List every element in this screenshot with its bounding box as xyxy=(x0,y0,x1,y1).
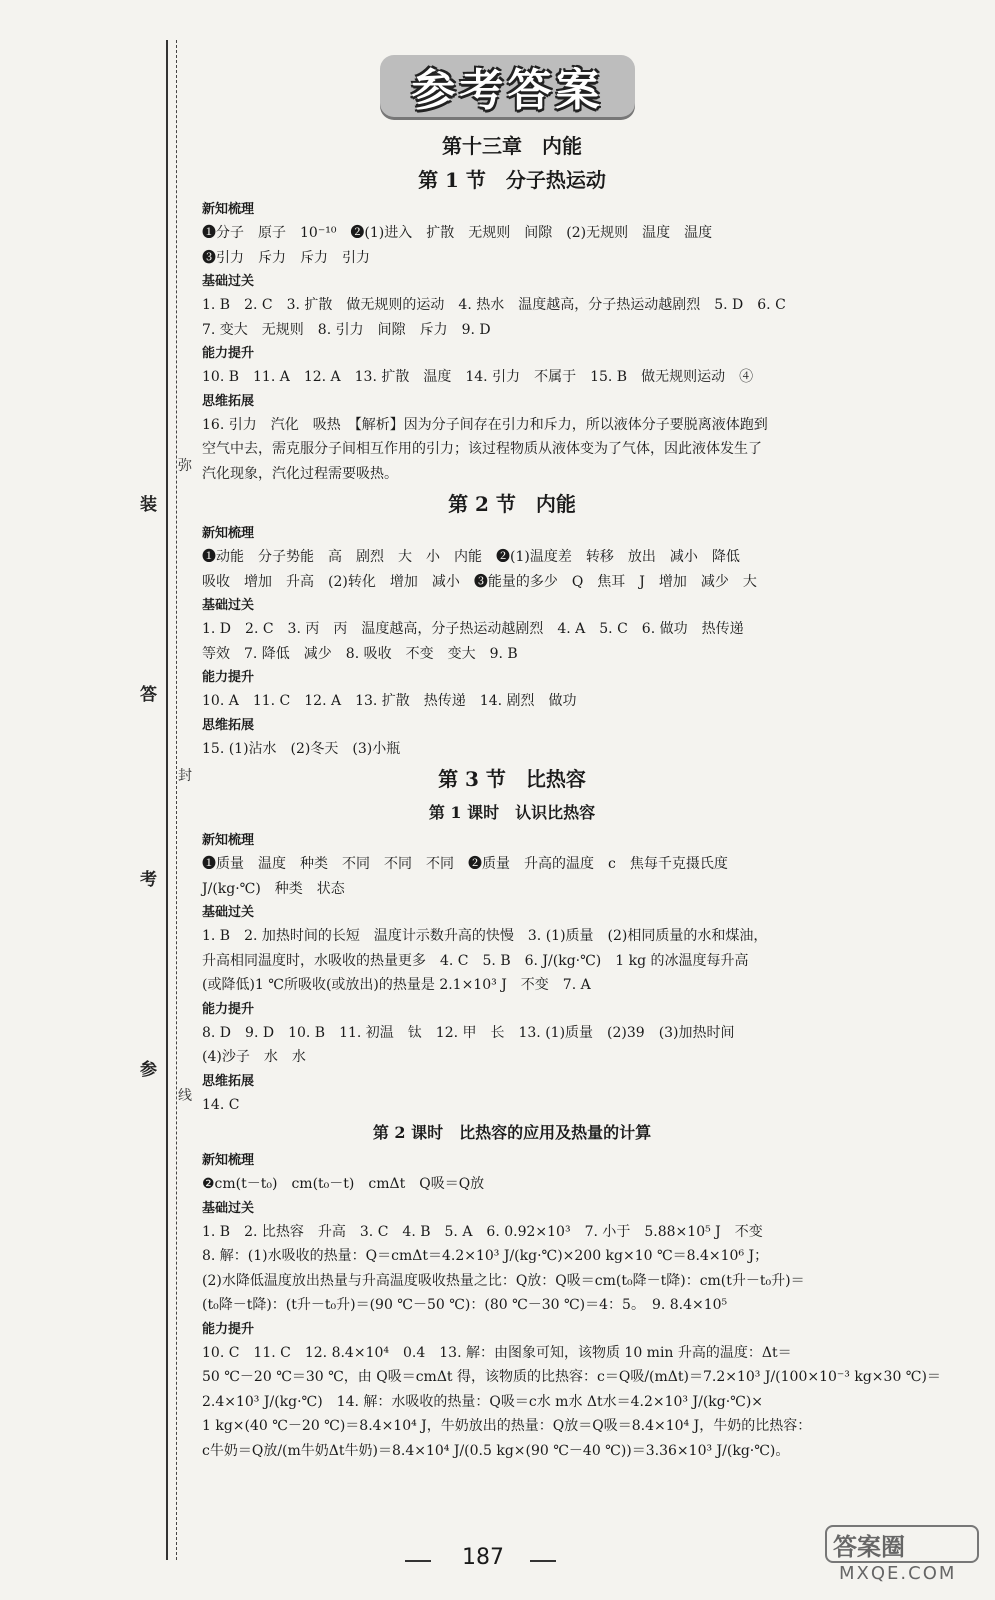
binding-margin xyxy=(160,40,190,1560)
side-word: 装 xyxy=(140,495,157,515)
answer-line: 吸收 增加 升高 (2)转化 增加 减小 ❸能量的多少 Q 焦耳 J 增加 减少 大 xyxy=(202,573,757,590)
side-word: 考 xyxy=(140,870,157,890)
watermark-url: MXQE.COM xyxy=(839,1563,957,1584)
answer-line: 7. 变大 无规则 8. 引力 间隙 斥力 9. D xyxy=(202,321,491,338)
answer-line: (t₀降－t降)：(t升－t₀升)＝(90 ℃－50 ℃)：(80 ℃－30 ℃)＝4：5。 9. 8.4×10⁵ xyxy=(202,1297,728,1313)
answer-line: (4)沙子 水 水 xyxy=(202,1049,306,1065)
subheading: 新知梳理 xyxy=(202,526,255,541)
subheading: 基础过关 xyxy=(202,598,255,613)
chapter-title: 第十三章 内能 xyxy=(442,134,582,158)
answer-line: 升高相同温度时，水吸收的热量更多 4. C 5. B 6. J/(kg·℃) 1 kg 的冰温度每升高 xyxy=(202,952,749,969)
answer-line: 50 ℃－20 ℃＝30 ℃，由 Q吸＝cmΔt 得，该物质的比热容：c＝Q吸/(mΔt)＝7.2×10³ J/(100×10⁻³ kg×30 ℃)＝ xyxy=(202,1369,941,1385)
answer-line: 10. C 11. C 12. 8.4×10⁴ 0.4 13. 解：由图象可知，该物质 10 min 升高的温度：Δt＝ xyxy=(202,1344,792,1361)
side-word: 弥 xyxy=(178,458,192,474)
section-title: 第 1 节 分子热运动 xyxy=(418,168,606,192)
banner-title: 参考答案 xyxy=(411,65,604,116)
answer-line: ❶分子 原子 10⁻¹⁰ ❷(1)进入 扩散 无规则 间隙 (2)无规则 温度 温度 xyxy=(202,225,713,241)
answer-line: ❸引力 斥力 斥力 引力 xyxy=(202,249,370,266)
margin-line xyxy=(166,40,168,1560)
page-number: 187 xyxy=(462,1545,504,1570)
side-word: 线 xyxy=(178,1088,192,1104)
answer-line: 14. C xyxy=(202,1096,240,1113)
answer-line: (或降低)1 ℃所吸收(或放出)的热量是 2.1×10³ J 不变 7. A xyxy=(202,977,591,993)
answer-line: 10. A 11. C 12. A 13. 扩散 热传递 14. 剧烈 做功 xyxy=(202,693,577,709)
answer-line: c牛奶＝Q放/(m牛奶Δt牛奶)＝8.4×10⁴ J/(0.5 kg×(90 ℃－40 ℃))＝3.36×10³ J/(kg·℃)。 xyxy=(202,1442,790,1459)
answer-line: 等效 7. 降低 减少 8. 吸收 不变 变大 9. B xyxy=(202,645,518,662)
answer-line: 1. B 2. 加热时间的长短 温度计示数升高的快慢 3. (1)质量 (2)相同质量的水和煤油， xyxy=(202,928,768,944)
subheading: 新知梳理 xyxy=(202,202,255,217)
answer-line: J/(kg·℃) 种类 状态 xyxy=(202,880,345,897)
subheading: 思维拓展 xyxy=(202,393,255,409)
answer-line: 8. D 9. D 10. B 11. 初温 钛 12. 甲 长 13. (1)质量 (2)39 (3)加热时间 xyxy=(202,1024,735,1041)
answer-line: 1. D 2. C 3. 丙 丙 温度越高，分子热运动越剧烈 4. A 5. C 6. 做功 热传递 xyxy=(202,621,744,637)
subheading: 思维拓展 xyxy=(202,717,255,733)
lesson-title: 第 2 课时 比热容的应用及热量的计算 xyxy=(372,1123,652,1142)
section-title: 第 2 节 内能 xyxy=(448,492,576,516)
page-dash xyxy=(405,1560,431,1562)
subheading: 思维拓展 xyxy=(202,1073,255,1089)
subheading: 能力提升 xyxy=(202,1001,255,1017)
answer-line: ❷cm(t－t₀) cm(t₀－t) cmΔt Q吸＝Q放 xyxy=(202,1176,485,1192)
answer-line: 1. B 2. 比热容 升高 3. C 4. B 5. A 6. 0.92×10³ 7. 小于 5.88×10⁵ J 不变 xyxy=(202,1223,763,1240)
answer-line: (2)水降低温度放出热量与升高温度吸收热量之比：Q放：Q吸＝cm(t₀降－t降)：cm(t升－t₀升)＝ xyxy=(202,1272,805,1289)
subheading: 能力提升 xyxy=(202,346,255,361)
side-word: 参 xyxy=(140,1060,157,1080)
subheading: 基础过关 xyxy=(202,1200,255,1216)
answer-banner xyxy=(380,55,635,117)
answer-line: ❶质量 温度 种类 不同 不同 不同 ❷质量 升高的温度 c 焦每千克摄氏度 xyxy=(202,856,728,872)
subheading: 能力提升 xyxy=(202,670,255,685)
subheading: 能力提升 xyxy=(202,1321,255,1337)
page-dash xyxy=(530,1560,556,1562)
answer-line: 汽化现象，汽化过程需要吸热。 xyxy=(202,465,398,482)
section-title: 第 3 节 比热容 xyxy=(438,767,586,791)
watermark-text: 答案圈 xyxy=(833,1533,905,1561)
subheading: 基础过关 xyxy=(202,905,255,920)
subheading: 新知梳理 xyxy=(202,833,255,848)
answer-line: 2.4×10³ J/(kg·℃) 14. 解：水吸收的热量：Q吸＝c水 m水 Δt水＝4.2×10³ J/(kg·℃)× xyxy=(202,1393,764,1410)
answer-line: 8. 解：(1)水吸收的热量：Q＝cmΔt＝4.2×10³ J/(kg·℃)×200 kg×10 ℃＝8.4×10⁶ J； xyxy=(202,1248,769,1264)
subheading: 基础过关 xyxy=(202,274,255,289)
watermark-logo xyxy=(825,1525,975,1585)
answer-line: 10. B 11. A 12. A 13. 扩散 温度 14. 引力 不属于 15. B 做无规则运动 ④ xyxy=(202,369,754,385)
answer-line: ❶动能 分子势能 高 剧烈 大 小 内能 ❷(1)温度差 转移 放出 减小 降低 xyxy=(202,549,740,565)
subheading: 新知梳理 xyxy=(202,1153,255,1168)
answer-content xyxy=(202,130,941,1463)
answer-line: 1. B 2. C 3. 扩散 做无规则的运动 4. 热水 温度越高，分子热运动越剧烈 5. D 6. C xyxy=(202,297,786,313)
margin-dashed-line xyxy=(176,40,177,1560)
lesson-title: 第 1 课时 认识比热容 xyxy=(428,803,596,822)
side-word: 封 xyxy=(178,768,192,784)
answer-line: 15. (1)沾水 (2)冬天 (3)小瓶 xyxy=(202,740,401,757)
side-word: 答 xyxy=(140,685,157,705)
answer-line: 16. 引力 汽化 吸热 【解析】因为分子间存在引力和斥力，所以液体分子要脱离液体跑到 xyxy=(202,416,768,433)
answer-line: 1 kg×(40 ℃－20 ℃)＝8.4×10⁴ J，牛奶放出的热量：Q放＝Q吸＝8.4×10⁴ J，牛奶的比热容： xyxy=(202,1418,812,1434)
answer-line: 空气中去，需克服分子间相互作用的引力；该过程物质从液体变为了气体，因此液体发生了 xyxy=(202,441,762,457)
